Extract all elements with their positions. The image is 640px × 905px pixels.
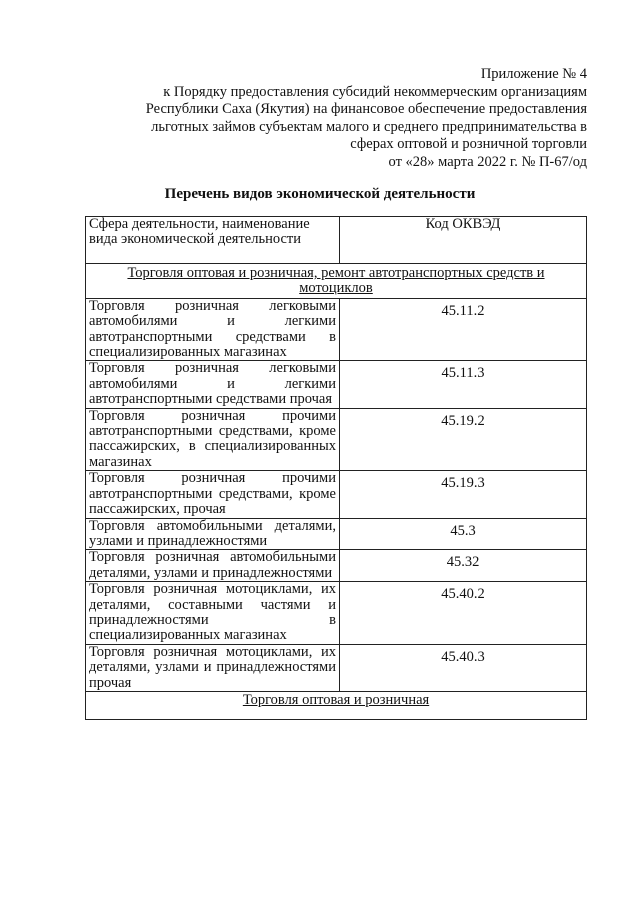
document-title: Перечень видов экономической деятельности xyxy=(164,186,476,202)
table-row xyxy=(86,582,587,645)
okved-code: 45.40.3 xyxy=(340,644,587,691)
activity-name: Торговля розничная прочими автотранспортными средствами, кроме пассажирских, в специализированных магазинах xyxy=(86,408,340,471)
okved-code: 45.40.2 xyxy=(340,582,587,645)
section-row xyxy=(86,264,587,299)
activity-name: Торговля автомобильными деталями, узлами и принадлежностями xyxy=(86,518,340,550)
appendix-date: от «28» марта 2022 г. № П-67/од xyxy=(388,153,587,170)
appendix-header xyxy=(107,66,587,172)
appendix-line: льготных займов субъектам малого и среднего предпринимательства в xyxy=(151,118,587,135)
appendix-line: Республики Саха (Якутия) на финансовое обеспечение предоставления xyxy=(145,101,587,118)
okved-code: 45.3 xyxy=(340,518,587,550)
appendix-number: Приложение № 4 xyxy=(480,66,587,82)
okved-code: 45.19.3 xyxy=(340,471,587,518)
activity-name: Торговля розничная автомобильными деталями, узлами и принадлежностями xyxy=(86,550,340,582)
table-row xyxy=(86,518,587,550)
table-header-row xyxy=(86,217,587,264)
table-row xyxy=(86,550,587,582)
section-title: Торговля оптовая и розничная, ремонт автотранспортных средств и мотоциклов xyxy=(86,264,587,299)
okved-code: 45.11.3 xyxy=(340,361,587,408)
column-header-code: Код ОКВЭД xyxy=(340,217,587,264)
okved-code: 45.11.2 xyxy=(340,298,587,361)
column-header-activity: Сфера деятельности, наименование вида экономической деятельности xyxy=(86,217,340,264)
section-row xyxy=(86,691,587,719)
table-row xyxy=(86,644,587,691)
section-title: Торговля оптовая и розничная xyxy=(86,691,587,719)
appendix-line: к Порядку предоставления субсидий некоммерческим организациям xyxy=(163,83,587,100)
table-row xyxy=(86,298,587,361)
table-row xyxy=(86,408,587,471)
activity-name: Торговля розничная легковыми автомобилями и легкими автотранспортными средствами прочая xyxy=(86,361,340,408)
appendix-line: сферах оптовой и розничной торговли xyxy=(350,136,587,153)
okved-code: 45.32 xyxy=(340,550,587,582)
activity-name: Торговля розничная легковыми автомобилями и легкими автотранспортными средствами в специализированных магазинах xyxy=(86,298,340,361)
activity-name: Торговля розничная прочими автотранспортными средствами, кроме пассажирских, прочая xyxy=(86,471,340,518)
activity-name: Торговля розничная мотоциклами, их деталями, узлами и принадлежностями прочая xyxy=(86,644,340,691)
activity-name: Торговля розничная мотоциклами, их деталями, составными частями и принадлежностями в специализированных магазинах xyxy=(86,582,340,645)
okved-table xyxy=(85,216,587,720)
okved-code: 45.19.2 xyxy=(340,408,587,471)
table-row xyxy=(86,471,587,518)
table-row xyxy=(86,361,587,408)
